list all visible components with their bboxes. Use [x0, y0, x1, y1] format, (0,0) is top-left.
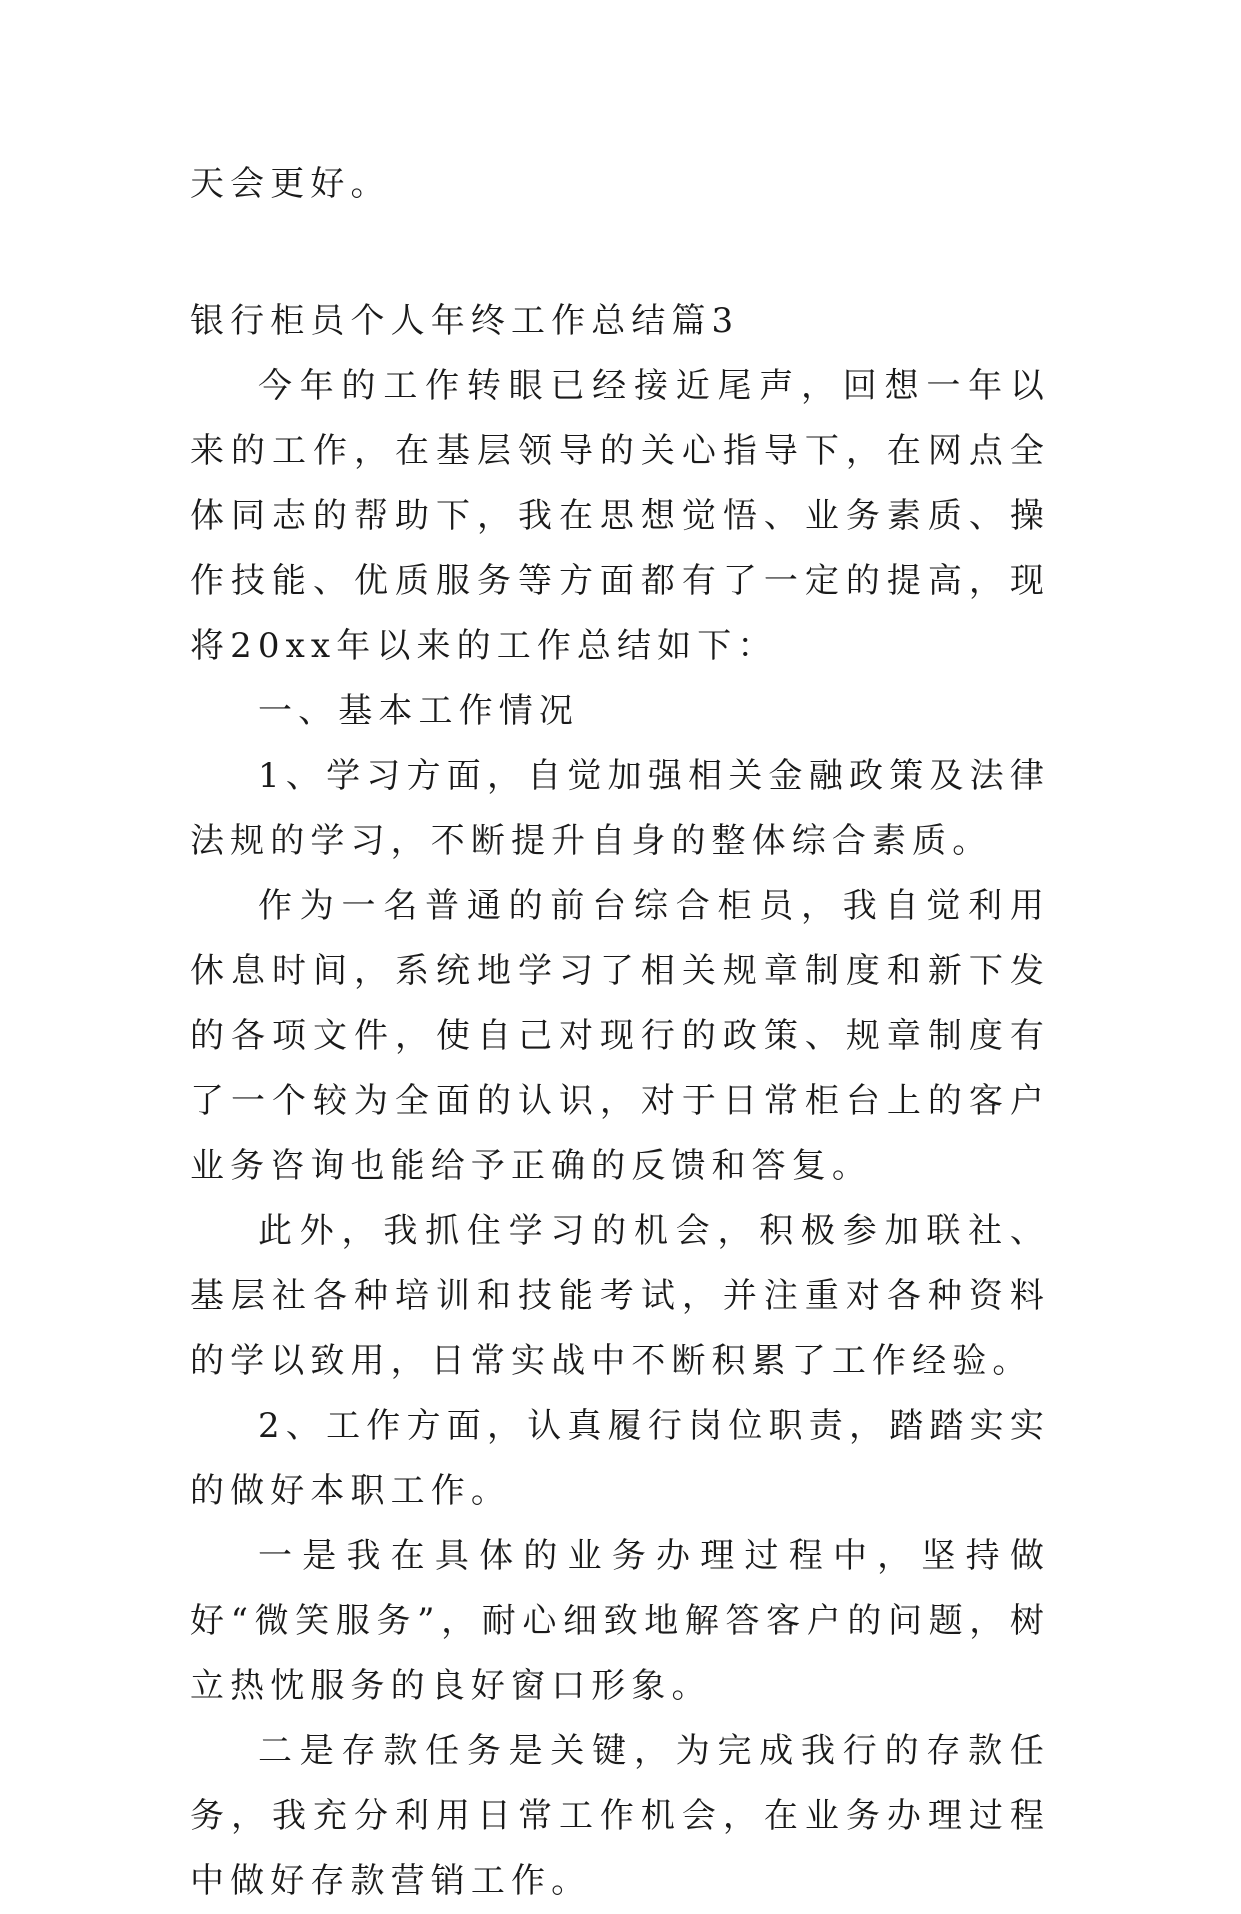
paragraph-teller-study: 作为一名普通的前台综合柜员，我自觉利用休息时间，系统地学习了相关规章制度和新下发的各项文件，使自己对现行的政策、规章制度有了一个较为全面的认识，对于日常柜台上的客户业务咨询也能给予正确的反馈和答复。 — [190, 886, 1050, 1186]
paragraph-intro: 今年的工作转眼已经接近尾声，回想一年以来的工作，在基层领导的关心指导下，在网点全体同志的帮助下，我在思想觉悟、业务素质、操作技能、优质服务等方面都有了一定的提高，现将20xx年以来的工作总结如下： — [190, 366, 1050, 666]
section-title: 银行柜员个人年终工作总结篇3 — [190, 301, 740, 341]
paragraph-study: 1、学习方面，自觉加强相关金融政策及法律法规的学习，不断提升自身的整体综合素质。 — [190, 756, 1050, 861]
document-body — [190, 152, 1050, 1914]
continuation-text: 天会更好。 — [190, 164, 391, 204]
paragraph-deposit: 二是存款任务是关键，为完成我行的存款任务，我充分利用日常工作机会，在业务办理过程中做好存款营销工作。 — [190, 1731, 1050, 1901]
paragraph-training: 此外，我抓住学习的机会，积极参加联社、基层社各种培训和技能考试，并注重对各种资料的学以致用，日常实战中不断积累了工作经验。 — [190, 1211, 1050, 1381]
paragraph-work: 2、工作方面，认真履行岗位职责，踏踏实实的做好本职工作。 — [190, 1406, 1050, 1511]
paragraph-service: 一是我在具体的业务办理过程中，坚持做好“微笑服务”，耐心细致地解答客户的问题，树立热忱服务的良好窗口形象。 — [190, 1536, 1050, 1706]
heading-basic-work: 一、基本工作情况 — [258, 691, 579, 731]
